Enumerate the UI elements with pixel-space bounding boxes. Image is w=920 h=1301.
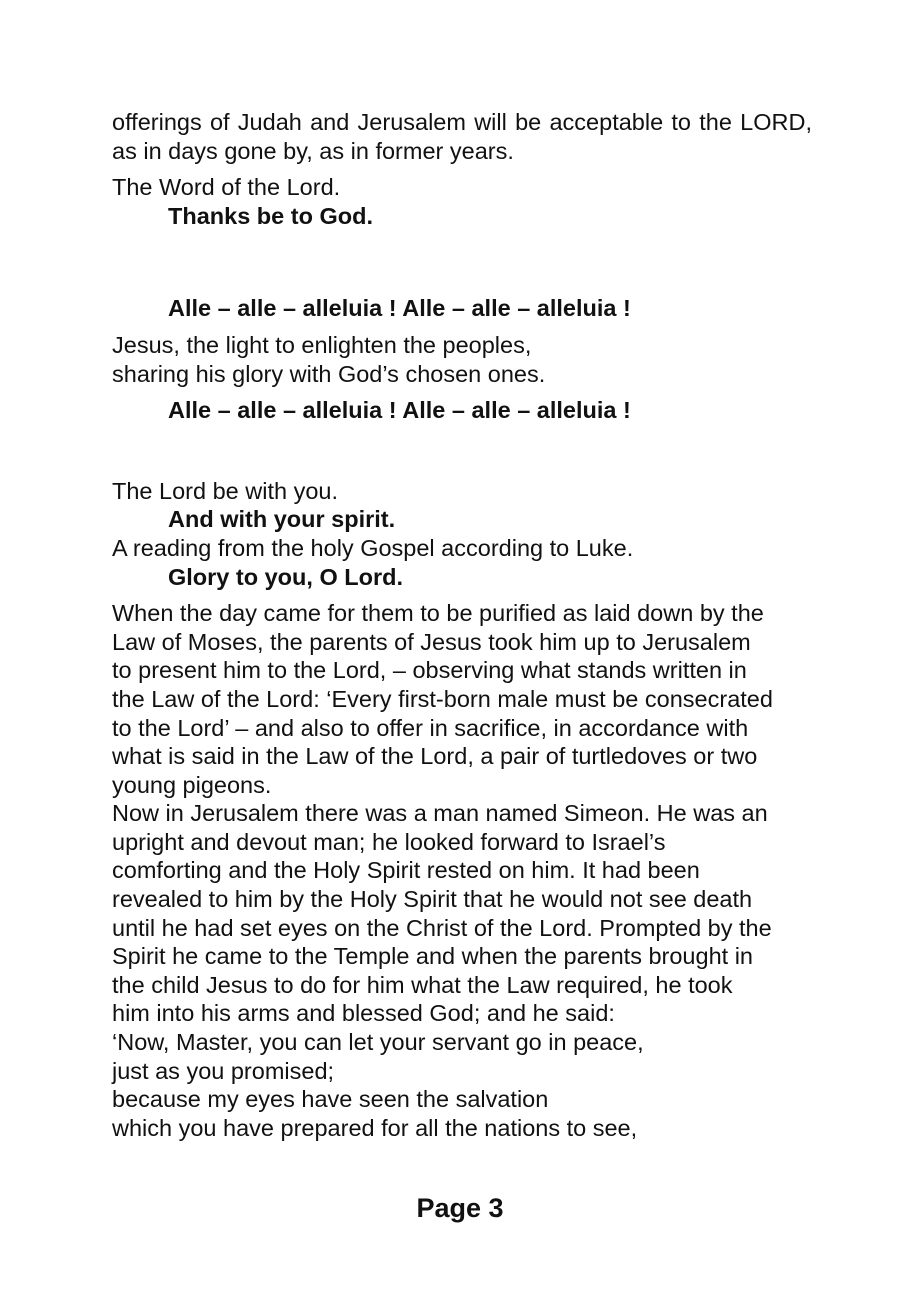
gospel-announcement-response: Glory to you, O Lord.: [168, 563, 403, 590]
gospel-text-line: comforting and the Holy Spirit rested on him. It had been: [112, 857, 700, 884]
gospel-text-line: him into his arms and blessed God; and he said:: [112, 1000, 615, 1027]
gospel-text-line: until he had set eyes on the Christ of the Lord. Prompted by the: [112, 914, 772, 941]
gospel-text-line: Law of Moses, the parents of Jesus took him up to Jerusalem: [112, 628, 751, 655]
gospel-text-line: which you have prepared for all the nations to see,: [112, 1114, 638, 1141]
gospel-text-line: upright and devout man; he looked forward to Israel’s: [112, 828, 666, 855]
page-number: Page 3: [416, 1193, 504, 1223]
gospel-text-line: just as you promised;: [112, 1057, 335, 1084]
alleluia-verse-line: Jesus, the light to enlighten the peoples,: [112, 331, 532, 358]
gospel-text-line: to present him to the Lord, – observing what stands written in: [112, 657, 747, 684]
gospel-text-line: what is said in the Law of the Lord, a pair of turtledoves or two: [112, 743, 758, 770]
reading-response: Thanks be to God.: [168, 202, 373, 229]
gospel-greeting-response: And with your spirit.: [168, 506, 396, 533]
gospel-text-line: Spirit he came to the Temple and when the parents brought in: [112, 943, 753, 970]
gospel-text-line: the Law of the Lord: ‘Every first-born male must be consecrated: [112, 685, 773, 712]
gospel-text-line: to the Lord’ – and also to offer in sacrifice, in accordance with: [112, 714, 749, 741]
gospel-text-line: ‘Now, Master, you can let your servant go in peace,: [112, 1029, 644, 1056]
gospel-text: [112, 599, 812, 1142]
gospel-text-line: because my eyes have seen the salvation: [112, 1086, 549, 1113]
alleluia-refrain-bottom: Alle – alle – alleluia ! Alle – alle – alleluia !: [168, 397, 631, 424]
gospel-text-line: When the day came for them to be purified as laid down by the: [112, 600, 764, 627]
document-page: [112, 108, 812, 1142]
alleluia-refrain-top: Alle – alle – alleluia ! Alle – alle – alleluia !: [168, 295, 631, 322]
gospel-text-line: young pigeons.: [112, 771, 272, 798]
gospel-text-line: the child Jesus to do for him what the Law required, he took: [112, 971, 733, 998]
gospel-announcement: A reading from the holy Gospel according to Luke.: [112, 534, 634, 561]
gospel-text-line: Now in Jerusalem there was a man named Simeon. He was an: [112, 800, 768, 827]
reading-end-text: offerings of Judah and Jerusalem will be acceptable to the LORD, as in days gone by, as in former years.: [112, 109, 812, 164]
alleluia-verse-line: sharing his glory with God’s chosen ones.: [112, 360, 546, 387]
gospel-text-line: revealed to him by the Holy Spirit that he would not see death: [112, 886, 753, 913]
reading-conclusion: The Word of the Lord.: [112, 174, 341, 201]
gospel-greeting: The Lord be with you.: [112, 477, 338, 504]
